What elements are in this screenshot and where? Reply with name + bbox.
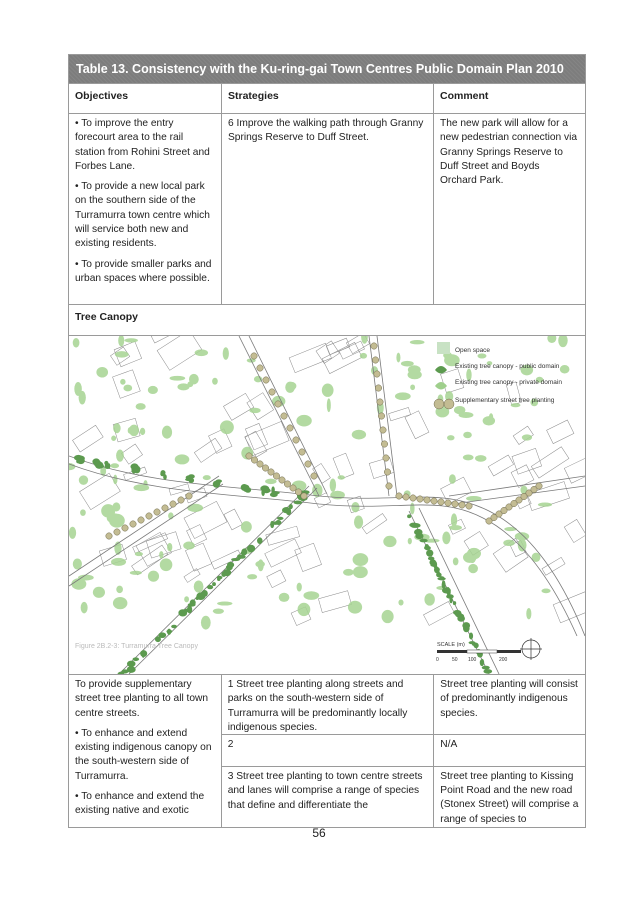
street-tree	[375, 385, 381, 391]
public-canopy-patch	[483, 669, 492, 674]
street-tree	[269, 389, 275, 395]
public-canopy-patch	[77, 457, 85, 464]
public-canopy-patch	[133, 657, 139, 661]
private-canopy-patch	[123, 385, 132, 392]
public-canopy-patch	[474, 643, 479, 649]
street-tree	[263, 377, 269, 383]
objective-item: To provide supplementary street tree planting to all town centre streets.	[75, 679, 209, 719]
private-canopy-patch	[79, 391, 86, 405]
public-canopy-patch	[202, 590, 208, 597]
street-tree	[536, 483, 542, 489]
private-canopy-patch	[96, 367, 108, 378]
private-canopy-patch	[113, 475, 117, 485]
public-canopy-patch	[245, 487, 251, 493]
legend-open-space-swatch	[437, 342, 450, 354]
public-canopy-patch	[127, 666, 136, 673]
street-tree	[378, 413, 384, 419]
private-canopy-patch	[255, 561, 265, 567]
street-tree	[381, 441, 387, 447]
street-tree	[410, 495, 416, 501]
private-canopy-patch	[220, 420, 234, 434]
public-canopy-patch	[428, 557, 434, 561]
private-canopy-patch	[162, 426, 172, 439]
private-canopy-patch	[343, 569, 354, 576]
private-canopy-patch	[449, 525, 462, 530]
public-canopy-patch	[415, 533, 423, 539]
private-canopy-patch	[285, 382, 295, 393]
street-tree	[445, 500, 451, 506]
private-canopy-patch	[449, 474, 456, 483]
public-canopy-patch	[409, 523, 418, 528]
street-tree	[384, 469, 390, 475]
private-canopy-patch	[170, 376, 186, 381]
page-number: 56	[312, 826, 326, 840]
private-canopy-patch	[135, 552, 143, 556]
private-canopy-patch	[298, 603, 311, 616]
public-canopy-patch	[437, 577, 445, 580]
private-canopy-patch	[463, 432, 472, 438]
public-canopy-patch	[257, 537, 262, 544]
street-tree	[424, 497, 430, 503]
private-canopy-patch	[279, 593, 290, 602]
street-tree	[466, 503, 472, 509]
street-tree	[371, 343, 377, 349]
public-canopy-patch	[190, 599, 196, 605]
private-canopy-patch	[410, 503, 415, 515]
header-comment: Comment	[440, 90, 489, 102]
legend-public-canopy: Existing tree canopy - public domain	[455, 363, 560, 370]
public-canopy-patch	[271, 491, 280, 494]
street-tree	[130, 521, 136, 527]
private-canopy-patch	[148, 386, 158, 394]
private-canopy-patch	[107, 513, 121, 523]
header-strategies: Strategies	[222, 84, 434, 113]
street-tree	[138, 517, 144, 523]
private-canopy-patch	[159, 551, 163, 558]
street-tree	[268, 469, 274, 475]
strategy-cell: 1 Street tree planting along streets and parks on the south-western side of Turramurra will be predominantly locally indigenous species.	[222, 675, 434, 735]
street-tree	[311, 473, 317, 479]
public-canopy-patch	[293, 501, 302, 505]
street-tree	[459, 502, 465, 508]
strategy-cell: 3 Street tree planting to town centre streets and lanes will comprise a range of species that define and differentiate the	[227, 771, 423, 811]
private-canopy-patch	[410, 340, 425, 344]
comment-cell: Street tree planting to Kissing Point Road and the new road (Stonex Street) will comprise a range of species to	[440, 770, 579, 825]
street-tree	[186, 493, 192, 499]
private-canopy-patch	[395, 392, 411, 400]
private-canopy-patch	[447, 435, 455, 440]
public-canopy-patch	[453, 601, 456, 605]
private-canopy-patch	[194, 580, 204, 592]
private-canopy-patch	[249, 408, 260, 413]
private-canopy-patch	[483, 416, 495, 425]
private-canopy-patch	[396, 353, 400, 363]
street-tree	[257, 461, 263, 467]
private-canopy-patch	[451, 513, 457, 527]
public-canopy-patch	[407, 514, 411, 518]
street-tree	[380, 427, 386, 433]
public-canopy-patch	[207, 585, 213, 589]
street-tree	[431, 498, 437, 504]
private-canopy-patch	[195, 349, 208, 356]
street-tree	[305, 461, 311, 467]
private-canopy-patch	[468, 564, 478, 573]
private-canopy-patch	[522, 434, 532, 440]
public-canopy-patch	[247, 545, 255, 552]
public-canopy-patch	[428, 553, 432, 556]
street-tree	[106, 533, 112, 539]
private-canopy-patch	[382, 610, 394, 623]
street-tree	[246, 453, 252, 459]
street-tree	[374, 371, 380, 377]
table-row	[69, 113, 585, 304]
street-tree	[262, 465, 268, 471]
private-canopy-patch	[410, 384, 415, 390]
private-canopy-patch	[124, 338, 137, 342]
private-canopy-patch	[442, 531, 450, 544]
public-canopy-patch	[480, 659, 484, 666]
objectives-cell	[69, 114, 222, 304]
public-canopy-patch	[221, 572, 226, 577]
legend-open-space: Open space	[455, 347, 491, 354]
public-canopy-patch	[166, 630, 172, 633]
public-canopy-patch	[185, 609, 189, 613]
street-tree	[386, 483, 392, 489]
private-canopy-patch	[129, 425, 139, 437]
private-canopy-patch	[538, 502, 552, 506]
private-canopy-patch	[120, 379, 125, 385]
private-canopy-patch	[175, 454, 190, 464]
public-canopy-patch	[127, 661, 136, 667]
street-tree	[293, 437, 299, 443]
legend-private-canopy: Existing tree canopy - private domain	[455, 379, 562, 386]
public-canopy-patch	[227, 562, 234, 568]
public-canopy-patch	[262, 488, 270, 493]
comments-column	[434, 675, 585, 827]
public-canopy-patch	[107, 463, 110, 469]
legend-street-trees: Supplementary street tree planting	[455, 397, 555, 404]
public-canopy-patch	[155, 636, 161, 642]
section-heading-tree-canopy: Tree Canopy	[69, 304, 585, 335]
street-tree	[122, 525, 128, 531]
private-canopy-patch	[254, 376, 262, 383]
street-tree	[154, 509, 160, 515]
public-canopy-patch	[216, 479, 222, 482]
street-tree	[295, 489, 301, 495]
private-canopy-patch	[116, 586, 123, 594]
street-tree	[372, 357, 378, 363]
objectives-cell	[69, 675, 222, 827]
street-tree	[279, 477, 285, 483]
scale-tick: 100	[468, 657, 477, 663]
street-tree	[403, 494, 409, 500]
private-canopy-patch	[475, 455, 486, 462]
private-canopy-patch	[401, 361, 414, 367]
private-canopy-patch	[217, 602, 232, 606]
private-canopy-patch	[187, 504, 203, 512]
private-canopy-patch	[93, 587, 105, 598]
private-canopy-patch	[330, 491, 345, 500]
private-canopy-patch	[383, 536, 396, 547]
private-canopy-patch	[354, 516, 363, 529]
public-canopy-patch	[446, 587, 450, 594]
private-canopy-patch	[360, 353, 367, 359]
street-tree	[299, 449, 305, 455]
private-canopy-patch	[130, 571, 142, 575]
scale-tick: 50	[452, 657, 458, 663]
street-tree	[146, 513, 152, 519]
private-canopy-patch	[351, 502, 359, 512]
comment-cell: The new park will allow for a new pedestrian connection via Granny Springs Reserve to Duff Street and Boyds Orchard Park.	[440, 118, 578, 187]
public-canopy-patch	[217, 576, 223, 580]
private-canopy-patch	[203, 475, 211, 480]
private-canopy-patch	[111, 558, 126, 566]
private-canopy-patch	[303, 591, 319, 600]
objective-item: • To provide a new local park on the southern side of the Turramurra town centre which will service both new and existing residents.	[75, 181, 210, 250]
scale-tick: 200	[499, 657, 508, 663]
private-canopy-patch	[322, 384, 334, 397]
strategies-column	[222, 675, 435, 827]
private-canopy-patch	[247, 574, 257, 579]
public-canopy-patch	[212, 582, 216, 586]
private-canopy-patch	[348, 601, 362, 614]
public-canopy-patch	[463, 625, 470, 633]
street-tree	[178, 497, 184, 503]
private-canopy-patch	[297, 583, 302, 592]
public-canopy-patch	[289, 504, 293, 509]
street-tree	[290, 485, 296, 491]
public-canopy-patch	[163, 474, 167, 480]
public-canopy-patch	[188, 474, 195, 478]
public-canopy-patch	[231, 558, 240, 561]
private-canopy-patch	[223, 347, 229, 360]
private-canopy-patch	[338, 475, 345, 479]
objective-item: • To provide smaller parks and urban spaces where possible.	[75, 258, 212, 284]
private-canopy-patch	[477, 353, 486, 358]
scale-tick: 0	[436, 657, 439, 663]
private-canopy-patch	[526, 608, 531, 619]
private-canopy-patch	[353, 566, 368, 578]
public-canopy-patch	[241, 548, 247, 555]
private-canopy-patch	[111, 436, 116, 441]
street-tree	[438, 499, 444, 505]
private-canopy-patch	[453, 558, 459, 566]
street-tree	[417, 496, 423, 502]
private-canopy-patch	[296, 415, 311, 427]
street-tree	[257, 365, 263, 371]
private-canopy-patch	[560, 365, 570, 373]
public-canopy-patch	[419, 539, 427, 543]
private-canopy-patch	[503, 540, 515, 546]
table-header-row	[69, 83, 585, 113]
street-tree	[301, 493, 307, 499]
private-canopy-patch	[241, 521, 252, 533]
private-canopy-patch	[408, 538, 412, 544]
private-canopy-patch	[148, 571, 159, 582]
private-canopy-patch	[79, 475, 88, 484]
private-canopy-patch	[133, 484, 149, 491]
street-tree	[287, 425, 293, 431]
private-canopy-patch	[69, 527, 76, 539]
public-canopy-patch	[425, 544, 429, 550]
street-tree	[383, 455, 389, 461]
strategy-cell: 2	[222, 735, 434, 767]
private-canopy-patch	[167, 543, 172, 552]
public-canopy-patch	[133, 466, 140, 474]
private-canopy-patch	[459, 412, 474, 418]
private-canopy-patch	[469, 554, 476, 563]
public-canopy-patch	[277, 517, 284, 520]
comment-cell: N/A	[434, 735, 585, 767]
private-canopy-patch	[327, 398, 331, 412]
public-canopy-patch	[449, 597, 452, 604]
private-canopy-patch	[265, 479, 277, 484]
street-tree	[273, 473, 279, 479]
strategy-cell: 6 Improve the walking path through Granny Springs Reserve to Duff Street.	[222, 114, 434, 304]
comment-cell: Street tree planting will consist of predominantly indigenous species.	[434, 675, 585, 735]
public-canopy-patch	[171, 625, 177, 629]
private-canopy-patch	[136, 403, 146, 410]
public-canopy-patch	[96, 464, 104, 468]
header-objectives: Objectives	[69, 84, 222, 113]
private-canopy-patch	[160, 558, 173, 571]
public-canopy-patch	[482, 666, 490, 670]
private-canopy-patch	[140, 428, 145, 435]
private-canopy-patch	[541, 589, 550, 594]
street-tree	[170, 501, 176, 507]
street-tree	[251, 353, 257, 359]
street-tree	[452, 501, 458, 507]
map-caption: Figure 2B.2-3: Turramurra Tree Canopy	[75, 643, 198, 650]
street-tree	[284, 481, 290, 487]
public-canopy-patch	[456, 614, 464, 618]
public-canopy-patch	[272, 521, 279, 525]
tree-canopy-map	[69, 335, 585, 674]
private-canopy-patch	[424, 593, 434, 605]
objective-item: • To improve the entry forecourt area to the rail station from Rohini Street and Forbes Lane.	[75, 118, 210, 172]
private-canopy-patch	[80, 509, 86, 516]
private-canopy-patch	[352, 430, 366, 440]
street-tree	[396, 493, 402, 499]
map-figure	[69, 336, 585, 674]
private-canopy-patch	[408, 365, 421, 374]
private-canopy-patch	[113, 597, 127, 609]
private-canopy-patch	[212, 378, 218, 385]
public-canopy-patch	[434, 566, 439, 573]
street-tree	[162, 505, 168, 511]
street-tree	[377, 399, 383, 405]
private-canopy-patch	[463, 455, 474, 461]
street-tree	[251, 457, 257, 463]
table-title: Table 13. Consistency with the Ku-ring-gai Town Centres Public Domain Plan 2010	[69, 55, 585, 83]
scale-label: SCALE (m)	[437, 642, 465, 648]
private-canopy-patch	[201, 616, 211, 630]
private-canopy-patch	[353, 553, 369, 566]
private-canopy-patch	[189, 374, 199, 385]
private-canopy-patch	[110, 463, 119, 468]
private-canopy-patch	[116, 450, 124, 462]
public-canopy-patch	[469, 633, 473, 640]
public-canopy-patch	[286, 508, 291, 515]
table-row	[69, 674, 585, 827]
public-canopy-patch	[442, 581, 446, 589]
consistency-table	[68, 54, 586, 828]
objective-item: • To enhance and extend existing indigenous canopy on the south-western side of Turramurra.	[75, 727, 212, 782]
private-canopy-patch	[398, 599, 403, 605]
street-tree	[281, 413, 287, 419]
private-canopy-patch	[330, 478, 336, 491]
private-canopy-patch	[73, 338, 80, 348]
private-canopy-patch	[81, 602, 88, 614]
private-canopy-patch	[184, 596, 189, 602]
private-canopy-patch	[183, 542, 195, 550]
private-canopy-patch	[489, 413, 493, 420]
public-canopy-patch	[196, 597, 200, 600]
public-canopy-patch	[140, 650, 147, 657]
private-canopy-patch	[213, 608, 224, 613]
private-canopy-patch	[115, 351, 129, 357]
objective-item: • To enhance and extend the existing native and exotic	[75, 791, 205, 817]
street-tree	[275, 401, 281, 407]
private-canopy-patch	[113, 423, 120, 433]
street-tree	[114, 529, 120, 535]
